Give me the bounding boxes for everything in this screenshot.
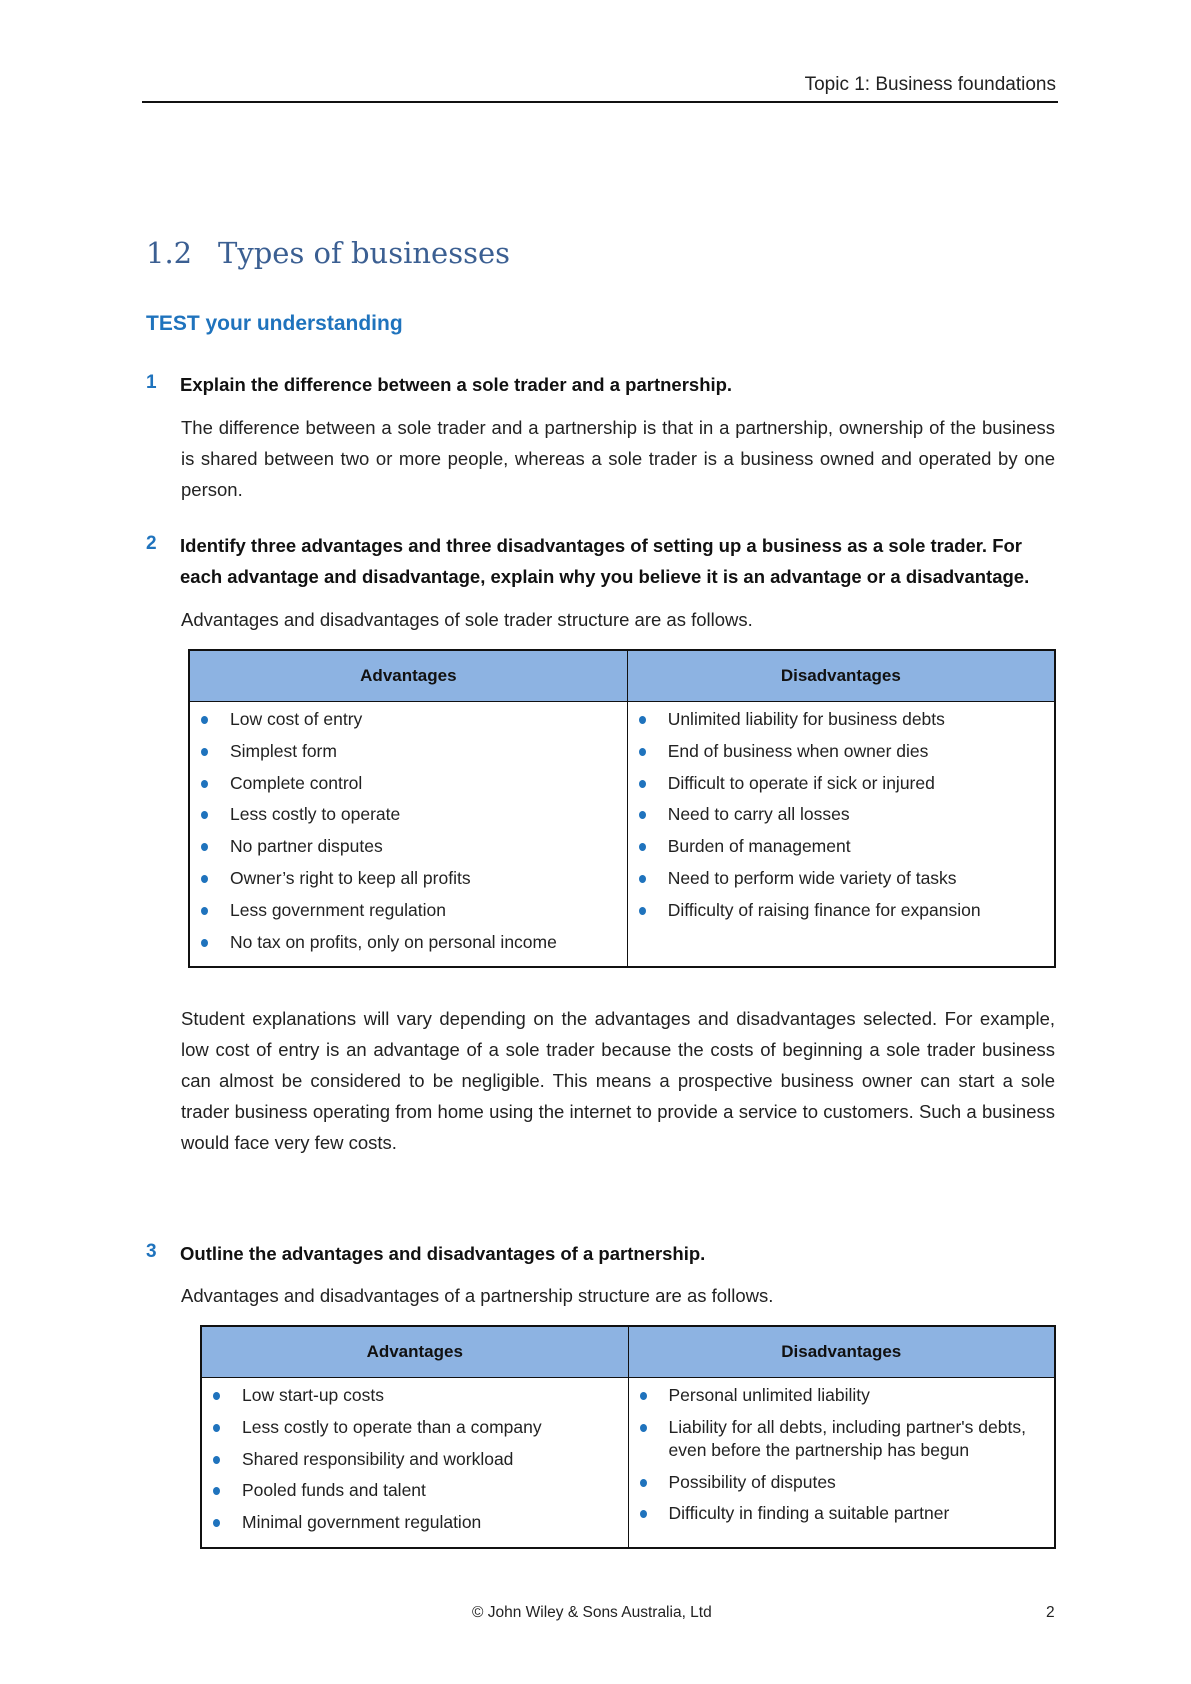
list-item: No tax on profits, only on personal income	[190, 931, 627, 954]
copyright: © John Wiley & Sons Australia, Ltd	[472, 1604, 712, 1621]
list-item: Unlimited liability for business debts	[628, 708, 1054, 731]
list-item: Simplest form	[190, 740, 627, 763]
list-item: Owner’s right to keep all profits	[190, 867, 627, 890]
list-item: Personal unlimited liability	[629, 1384, 1055, 1407]
running-title: Topic 1: Business foundations	[804, 74, 1056, 95]
table-header-disadvantages: Disadvantages	[628, 1326, 1055, 1378]
page-number: 2	[1046, 1604, 1055, 1621]
advantages-cell	[201, 1378, 628, 1548]
list-item: Less costly to operate than a company	[202, 1416, 628, 1439]
question-3-number: 3	[146, 1241, 157, 1262]
list-item: Need to perform wide variety of tasks	[628, 867, 1054, 890]
list-item: Low cost of entry	[190, 708, 627, 731]
question-1-answer: The difference between a sole trader and a partnership is that in a partnership, ownership of the business is shared between two or more people, whereas a sole trader is a business owned and operated by one person.	[181, 417, 1055, 500]
list-item: End of business when owner dies	[628, 740, 1054, 763]
table-header-disadvantages: Disadvantages	[627, 650, 1055, 702]
question-2-number: 2	[146, 533, 157, 554]
advantages-list	[190, 708, 627, 954]
disadvantages-list	[628, 708, 1054, 922]
list-item: Low start-up costs	[202, 1384, 628, 1407]
table-header-advantages: Advantages	[201, 1326, 628, 1378]
list-item: Liability for all debts, including partner's debts, even before the partnership has begun	[629, 1416, 1055, 1462]
sole-trader-table	[188, 649, 1056, 968]
partnership-table	[200, 1325, 1056, 1549]
list-item: Difficulty in finding a suitable partner	[629, 1502, 1055, 1525]
question-2-explanation: Student explanations will vary depending on the advantages and disadvantages selected. For example, low cost of entry is an advantage of a sole trader because the costs of beginning a sole trader business can almost be considered to be negligible. This means a prospective business owner can start a sole trader business operating from home using the internet to provide a service to customers. Such a business would face very few costs.	[181, 1008, 1055, 1153]
list-item: Pooled funds and talent	[202, 1479, 628, 1502]
advantages-cell	[189, 702, 627, 968]
disadvantages-cell	[627, 702, 1055, 968]
list-item: Difficult to operate if sick or injured	[628, 772, 1054, 795]
question-1-number: 1	[146, 372, 157, 393]
test-subheading: TEST your understanding	[146, 312, 403, 335]
question-3-intro: Advantages and disadvantages of a partnership structure are as follows.	[181, 1285, 774, 1306]
disadvantages-list	[629, 1384, 1055, 1525]
list-item: Less government regulation	[190, 899, 627, 922]
question-2-prompt: Identify three advantages and three disadvantages of setting up a business as a sole trader. For each advantage and disadvantage, explain why you believe it is an advantage or a disadvantage.	[180, 535, 1030, 587]
list-item: No partner disputes	[190, 835, 627, 858]
table-header-advantages: Advantages	[189, 650, 627, 702]
list-item: Less costly to operate	[190, 803, 627, 826]
list-item: Need to carry all losses	[628, 803, 1054, 826]
question-3-prompt: Outline the advantages and disadvantages of a partnership.	[180, 1243, 706, 1264]
disadvantages-cell	[628, 1378, 1055, 1548]
list-item: Shared responsibility and workload	[202, 1448, 628, 1471]
question-1-prompt: Explain the difference between a sole trader and a partnership.	[180, 374, 733, 395]
section-number: 1.2	[146, 236, 193, 270]
list-item: Complete control	[190, 772, 627, 795]
section-heading	[146, 236, 510, 270]
list-item: Minimal government regulation	[202, 1511, 628, 1534]
advantages-list	[202, 1384, 628, 1534]
section-title: Types of businesses	[218, 236, 511, 270]
list-item: Difficulty of raising finance for expansion	[628, 899, 1054, 922]
running-header	[142, 70, 1058, 103]
list-item: Possibility of disputes	[629, 1471, 1055, 1494]
list-item: Burden of management	[628, 835, 1054, 858]
question-2-intro: Advantages and disadvantages of sole trader structure are as follows.	[181, 609, 753, 630]
